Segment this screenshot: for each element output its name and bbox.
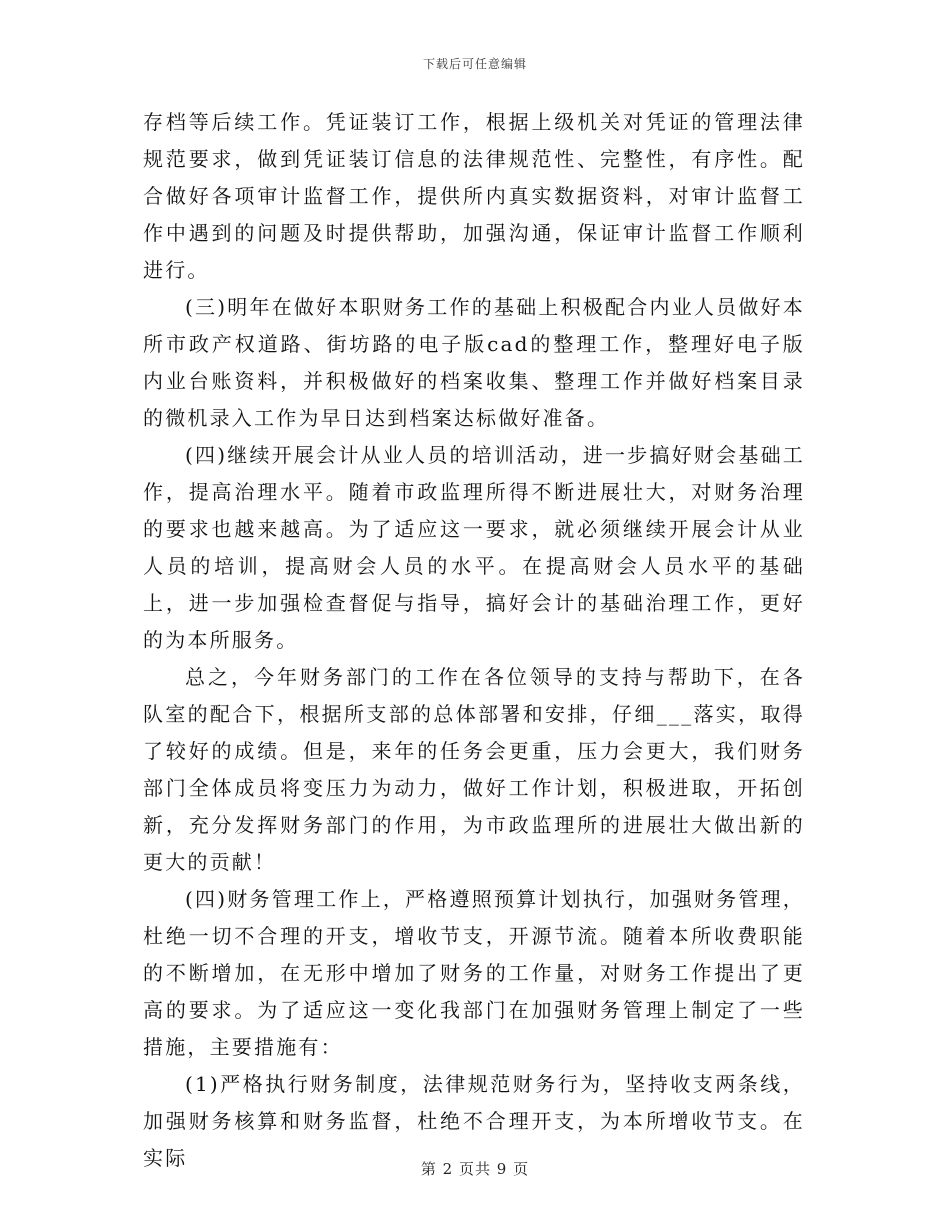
- document-body: [143, 104, 805, 1177]
- page-header: 下载后可任意编辑: [422, 57, 527, 71]
- page-number: 第 2 页共 9 页: [420, 1160, 530, 1178]
- paragraph-item-3: (三)明年在做好本职财务工作的基础上积极配合内业人员做好本所市政产权道路、街坊路的电子版cad的整理工作，整理好电子版内业台账资料，并积极做好的档案收集、整理工作并做好档案目录的微机录入工作为早日达到档案达标做好准备。: [143, 295, 805, 430]
- paragraph-item-4-training: (四)继续开展会计从业人员的培训活动，进一步搞好财会基础工作，提高治理水平。随着市政监理所得不断进展壮大，对财务治理的要求也越来越高。为了适应这一要求，就必须继续开展会计从业人员的培训，提高财会人员的水平。在提高财会人员水平的基础上，进一步加强检查督促与指导，搞好会计的基础治理工作，更好的为本所服务。: [143, 443, 805, 652]
- paragraph-summary: 总之，今年财务部门的工作在各位领导的支持与帮助下，在各队室的配合下，根据所支部的总体部署和安排，仔细___落实，取得了较好的成绩。但是，来年的任务会更重，压力会更大，我们财务部门全体成员将变压力为动力，做好工作计划，积极进取，开拓创新，充分发挥财务部门的作用，为市政监理所的进展壮大做出新的更大的贡献！: [143, 665, 805, 874]
- paragraph-item-4-management: (四)财务管理工作上，严格遵照预算计划执行，加强财务管理，杜绝一切不合理的开支，增收节支，开源节流。随着本所收费职能的不断增加，在无形中增加了财务的工作量，对财务工作提出了更高的要求。为了适应这一变化我部门在加强财务管理上制定了一些措施，主要措施有：: [143, 887, 805, 1059]
- paragraph-archive: 存档等后续工作。凭证装订工作，根据上级机关对凭证的管理法律规范要求，做到凭证装订信息的法律规范性、完整性，有序性。配合做好各项审计监督工作，提供所内真实数据资料，对审计监督工作中遇到的问题及时提供帮助，加强沟通，保证审计监督工作顺利进行。: [143, 110, 805, 282]
- paragraph-measure-1: (1)严格执行财务制度，法律规范财务行为，坚持收支两条线，加强财务核算和财务监督，杜绝不合理开支，为本所增收节支。在实际: [143, 1072, 805, 1170]
